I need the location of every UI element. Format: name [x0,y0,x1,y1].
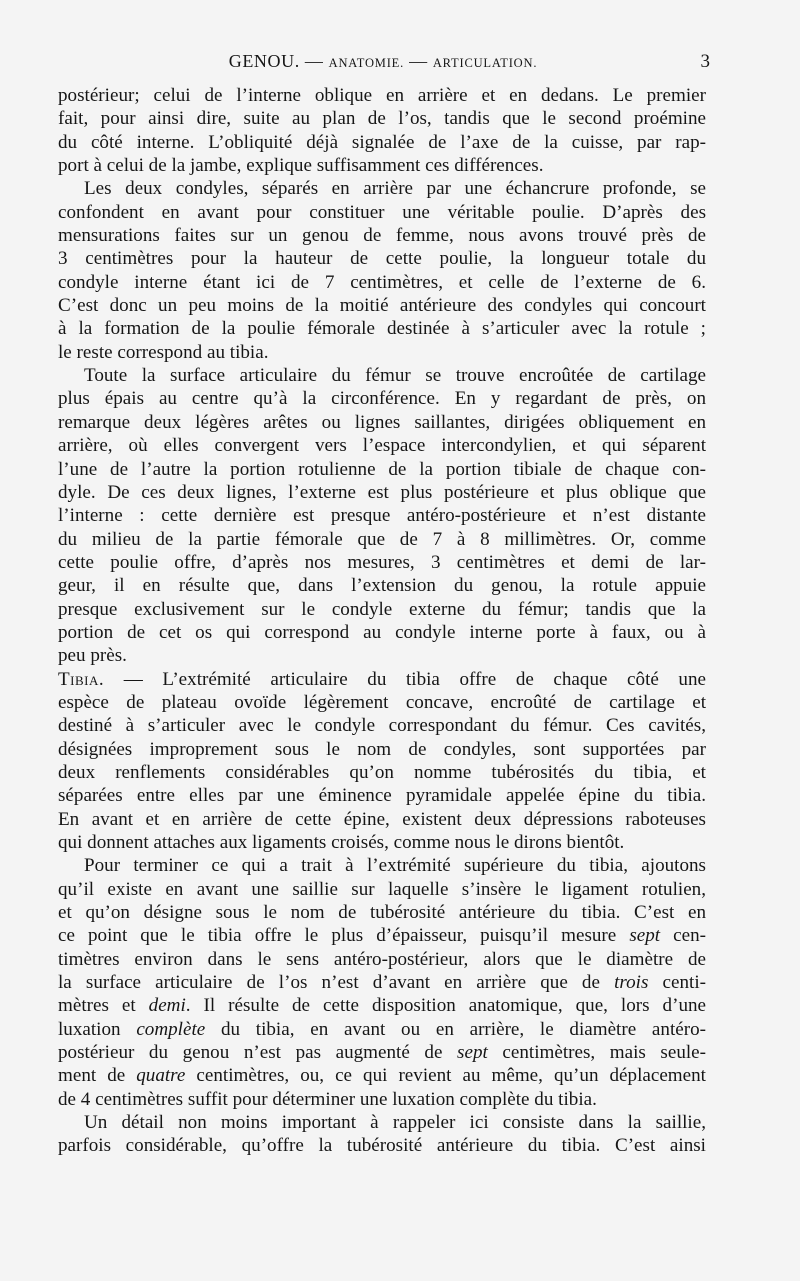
text-line: l’interne : cette dernière est presque antéro-postérieure et n’est distante [58,505,706,527]
text-line: de 4 centimètres suffit pour déterminer une luxation complète du tibia. [58,1088,597,1110]
running-title-part1: ANATOMIE. [328,56,405,70]
text-line: arrière, où elles convergent vers l’espace intercondylien, et qui séparent [58,435,706,457]
text-line: qu’il existe en avant une saillie sur laquelle s’insère le ligament rotulien, [58,878,706,900]
text-line: plus épais au centre qu’à la circonférence. En y regardant de près, on [58,388,706,410]
text-line: peu près. [58,645,127,667]
text-line: du côté interne. L’obliquité déjà signalée de l’axe de la cuisse, par rap- [58,131,706,153]
running-title: GENOU. — ANATOMIE. — ARTICULATION. [228,51,538,71]
running-title-main: GENOU. [228,51,300,71]
text-line: destiné à s’articuler avec le condyle correspondant du fémur. Ces cavités, [58,715,706,737]
text-line: portion de cet os qui correspond au condyle interne porte à faux, ou à [58,621,706,643]
text-line: geur, il en résulte que, dans l’extension du genou, la rotule appuie [58,575,706,597]
body-text [58,84,706,1158]
text-line: ment de quatre centimètres, ou, ce qui revient au même, qu’un déplacement [58,1065,706,1087]
text-line: espèce de plateau ovoïde légèrement concave, encroûté de cartilage et [58,691,706,713]
text-line: remarque deux légères arêtes ou lignes saillantes, dirigées obliquement en [58,411,706,433]
text-line: postérieur du genou n’est pas augmenté de sept centimètres, mais seule- [58,1042,706,1064]
text-line: la surface articulaire de l’os n’est d’avant en arrière que de trois centi- [58,972,706,994]
text-line: C’est donc un peu moins de la moitié antérieure des condyles qui concourt [58,295,706,317]
section-label-tibia: Tibia. [58,668,105,690]
text-line: ce point que le tibia offre le plus d’épaisseur, puisqu’il mesure sept cen- [58,925,706,947]
paragraph-start-line: Toute la surface articulaire du fémur se trouve encroûtée de cartilage [84,365,706,387]
paragraph-start-line: Les deux condyles, séparés en arrière par une échancrure profonde, se [84,178,706,200]
text-line: deux renflements considérables qu’on nomme tubérosités du tibia, et [58,761,706,783]
text-line: l’une de l’autre la portion rotulienne de la portion tibiale de chaque con- [58,458,706,480]
tibia-section-line: Tibia. — L’extrémité articulaire du tibia offre de chaque côté une [58,668,706,690]
text-line: timètres environ dans le sens antéro-postérieur, alors que le diamètre de [58,948,706,970]
text-line: En avant et en arrière de cette épine, existent deux dépressions raboteuses [58,808,706,830]
running-title-part2: ARTICULATION. [432,56,538,70]
text-line: qui donnent attaches aux ligaments croisés, comme nous le dirons bientôt. [58,832,625,853]
text-line: condyle interne étant ici de 7 centimètres, et celle de l’externe de 6. [58,271,706,293]
paragraph-start-line: Un détail non moins important à rappeler ici consiste dans la saillie, [84,1112,706,1134]
text-line: fait, pour ainsi dire, suite au plan de l’os, tandis que le second proémine [58,108,706,130]
text-line: parfois considérable, qu’offre la tubérosité antérieure du tibia. C’est ainsi [58,1135,706,1157]
text-line: mensurations faites sur un genou de femme, nous avons trouvé près de [58,225,706,247]
text-line: à la formation de la poulie fémorale destinée à s’articuler avec la rotule ; [58,318,706,340]
paragraph-start-line: Pour terminer ce qui a trait à l’extrémité supérieure du tibia, ajoutons [84,855,706,877]
text-line: dyle. De ces deux lignes, l’externe est plus postérieure et plus oblique que [58,481,706,503]
text-line: presque exclusivement sur le condyle externe du fémur; tandis que la [58,598,706,620]
text-line: luxation complète du tibia, en avant ou en arrière, le diamètre antéro- [58,1018,706,1040]
text-line: mètres et demi. Il résulte de cette disposition anatomique, que, lors d’une [58,995,706,1017]
text-line: du milieu de la partie fémorale que de 7 à 8 millimètres. Or, comme [58,528,706,550]
text-line: désignées improprement sous le nom de condyles, sont supportées par [58,738,706,760]
text-line: 3 centimètres pour la hauteur de cette poulie, la longueur totale du [58,248,706,270]
text-line: cette poulie offre, d’après nos mesures, 3 centimètres et demi de lar- [58,551,706,573]
page-number: 3 [700,51,710,72]
text-line: séparées entre elles par une éminence pyramidale appelée épine du tibia. [58,785,706,807]
text-line: port à celui de la jambe, explique suffisamment ces différences. [58,155,544,177]
text-line: et qu’on désigne sous le nom de tubérosité antérieure du tibia. C’est en [58,902,706,924]
text-line: postérieur; celui de l’interne oblique en arrière et en dedans. Le premier [58,85,706,106]
text-line: confondent en avant pour constituer une véritable poulie. D’après des [58,201,706,223]
text-line: le reste correspond au tibia. [58,341,269,363]
running-header [58,51,708,77]
